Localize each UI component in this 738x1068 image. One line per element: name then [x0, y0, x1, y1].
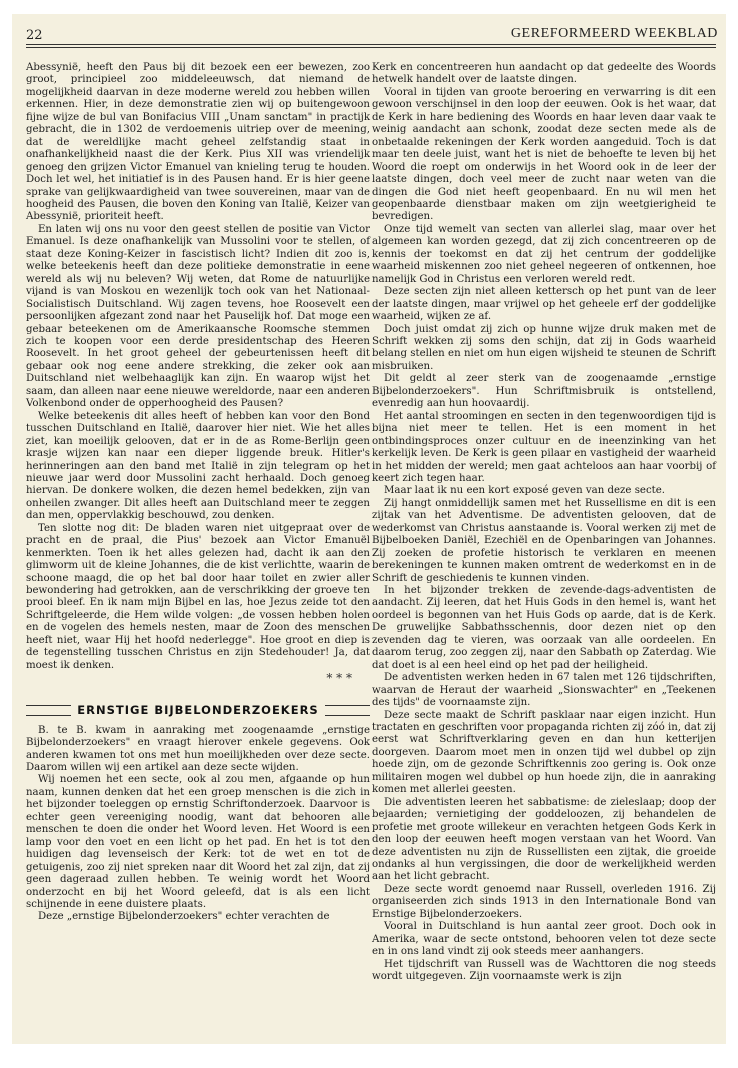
- paragraph: Ten slotte nog dit: De bladen waren niet uitgepraat over de pracht en de praal, die Pius' bezoek aan Victor Emanuël kenmerkten. Toen ik het alles gelezen had, dacht ik aan den glimworm uit de kleine Johannes, die de kist verlichtte, waarin de schoone maagd, die op het bal door haar toilet en zwier aller bewondering had getrokken, aan de verschrikking der groeve ten prooi bleef. En ik nam mijn Bijbel en las, hoe Jezus zeide tot den Schriftgeleerde, die Hem wilde volgen: „de vossen hebben holen en de vogelen des hemels nesten, maar de Zoon des menschen heeft niet, waar Hij het hoofd nederlegge". Hoe groot en diep is de tegenstelling tusschen Christus en zijn Stedehouder! Ja, dat moest ik denken.: [26, 522, 370, 671]
- paragraph: Die adventisten leeren het sabbatisme: de zieleslaap; doop der bejaarden; vernietiging der goddeloozen, zij behandelen de profetie met groote willekeur en verachten hetgeen Gods Kerk in den loop der eeuwen heeft mogen verstaan van het Woord. Van deze adventisten nu zijn de Russellisten een zijtak, die groeide ondanks al hun vergissingen, die door de werkelijkheid werden aan het licht gebracht.: [372, 796, 716, 883]
- paragraph: En laten wij ons nu voor den geest stellen de positie van Victor Emanuel. Is deze onafhankelijk van Mussolini voor te stellen, of staat deze Koning-Keizer in fascistisch licht? Indien dit zoo is, welke beteekenis heeft dan deze politieke demonstratie in eene wereld als wij nu beleven? Wij weten, dat Rome de natuurlijke vijand is van Moskou en wezenlijk toch ook van het Nationaal-Socialistisch Duitschland. Wij zagen tevens, hoe Roosevelt een persoonlijken afgezant zond naar het Pauselijk hof. Dat moge een gebaar beteekenen om de Amerikaansche Roomsche stemmen zich te koopen voor een derde presidentschap des Heeren Roosevelt. In het groot geheel der gebeurtenissen heeft dit gebaar ook nog eene andere strekking, die zeker ook aan Duitschland niet welbehaaglijk kan zijn. En waarop wijst het saam, dan alleen naar eene nieuwe wereldorde, naar een anderen Volkenbond onder de opperhoogheid des Pausen?: [26, 223, 370, 410]
- running-head-title: GEREFORMEERD WEEKBLAD: [510, 26, 718, 41]
- article-title: ERNSTIGE BIJBELONDERZOEKERS: [77, 703, 319, 718]
- paragraph: Deze secte wordt genoemd naar Russell, overleden 1916. Zij organiseerden zich sinds 1913 in den Internationale Bond van Ernstige Bijbelonderzoekers.: [372, 883, 716, 920]
- paragraph: Het aantal stroomingen en secten in den tegenwoordigen tijd is bijna niet meer te tellen. Het is een moment in het ontbindingsproces onzer cultuur en de ineenzinking van het kerkelijk leven. De Kerk is geen pilaar en vastigheid der waarheid in het midden der wereld; men gaat achteloos aan haar voorbij of keert zich tegen haar.: [372, 410, 716, 484]
- header-rule-top: [26, 44, 716, 45]
- page-number: 22: [26, 28, 43, 43]
- paragraph: B. te B. kwam in aanraking met zoogenaamde „ernstige Bijbelonderzoekers" en vraagt hierover enkele gegevens. Ook anderen kwamen tot ons met hun moeilijkheden over deze secte. Daarom willen wij een artikel aan deze secte wijden.: [26, 724, 370, 774]
- paragraph: Dit geldt al zeer sterk van de zoogenaamde „ernstige Bijbelonderzoekers". Hun Schriftmisbruik is ontstellend, evenredig aan hun hoovaardij.: [372, 373, 716, 410]
- paragraph: Het tijdschrift van Russell was de Wachttoren die nog steeds wordt uitgegeven. Zijn voornaamste werk is zijn: [372, 958, 716, 983]
- paragraph: Deze „ernstige Bijbelonderzoekers" echter verachten de: [38, 911, 330, 923]
- paragraph: Kerk en concentreeren hun aandacht op dat gedeelte des Woords hetwelk handelt over de laatste dingen.: [372, 62, 716, 86]
- paragraph: In het bijzonder trekken de zevende-dags-adventisten de aandacht. Zij leeren, dat het Huis Gods in den hemel is, want het oordeel is begonnen van het Huis Gods op aarde, dat is de Kerk. De gruwelijke Sabbathsschennis, door dezen niet op den zevenden dag te vieren, was oorzaak van alle oordeelen. En daarom terug, zoo zeggen zij, naar den Sabbath op Zaterdag. Wie dat doet is al een heel eind op het pad der heiligheid.: [372, 585, 716, 671]
- left-column: [26, 62, 370, 924]
- right-column: [372, 62, 716, 984]
- paragraph: Zij hangt onmiddellijk samen met het Russellisme en dit is een zijtak van het Adventisme. De adventisten gelooven, dat de wederkomst van Christus aanstaande is. Vooral werken zij met de Bijbelboeken Daniël, Ezechiël en de Openbaringen van Johannes. Zij zoeken de profetie historisch te verklaren en meenen berekeningen te kunnen maken omtrent de wederkomst en in de Schrift de geschiedenis te kunnen vinden.: [372, 497, 716, 584]
- title-rule-left: [26, 705, 71, 716]
- paragraph: De adventisten werken heden in 67 talen met 126 tijdschriften, waarvan de Heraut der waarheid „Sionswachter" en „Teekenen des tijds" de voornaamste zijn.: [372, 672, 716, 709]
- paragraph: Vooral in Duitschland is hun aantal zeer groot. Doch ook in Amerika, waar de secte ontstond, behooren velen tot deze secte en in ons land vindt zij ook steeds meer aanhangers.: [372, 921, 716, 958]
- paragraph: Onze tijd wemelt van secten van allerlei slag, maar over het algemeen kan worden gezegd, dat zij zich concentreeren op de kennis der toekomst en dat zij het centrum der goddelijke waarheid miskennen zoo niet geheel negeeren of ontkennen, hoe namelijk God in Christus een verloren wereld redt.: [372, 223, 716, 285]
- header-rule-bottom: [26, 47, 716, 48]
- paragraph: Deze secten zijn niet alleen kettersch op het punt van de leer der laatste dingen, maar vrijwel op het geheele erf der goddelijke waarheid, wijken ze af.: [372, 286, 716, 323]
- paragraph: Vooral in tijden van groote beroering en verwarring is dit een gewoon verschijnsel in den loop der eeuwen. Ook is het waar, dat de Kerk in hare bediening des Woords en haar leven daar vaak te weinig aandacht aan schonk, zoodat deze secten mede als de onbetaalde rekeningen der Kerk worden aangeduid. Toch is dat maar ten deele juist, want het is niet de behoefte te leven bij het Woord die roept om onderwijs in het Woord ook in de leer der laatste dingen, doch veel meer de zucht naar weten van die dingen die God niet heeft geopenbaard. En nu wil men het geopenbaarde dienstbaar maken om zijn weetgierigheid te bevredigen.: [372, 86, 716, 223]
- paragraph: Maar laat ik nu een kort exposé geven van deze secte.: [384, 485, 666, 497]
- article-title-bar: [26, 704, 370, 716]
- paragraph: Doch juist omdat zij zich op hunne wijze druk maken met de Schrift wekken zij soms den schijn, dat zij in Gods waarheid belang stellen en niet om hun eigen wijsheid te steunen de Schrift misbruiken.: [372, 323, 716, 372]
- title-rule-right: [325, 705, 370, 716]
- paragraph: Wij noemen het een secte, ook al zou men, afgaande op hun naam, kunnen denken dat het een groep menschen is die zich in het bijzonder toeleggen op ernstig Schriftonderzoek. Daarvoor is echter geen vereeniging noodig, want dat behooren alle menschen te doen die onder het Woord leven. Het Woord is een lamp voor den voet en een licht op het pad. En het is tot den huidigen dag levenseisch der Kerk: tot de wet en tot de getuigenis, zoo zij niet spreken naar dit Woord het zal zijn, dat zij geen dageraad zullen hebben. Te weinig wordt het Woord onderzocht en bij het Woord geleefd, dat is als een licht schijnende in eene duistere plaats.: [26, 774, 370, 910]
- page-bottom-margin: [0, 1044, 738, 1068]
- paragraph: Abessynië, heeft den Paus bij dit bezoek een eer bewezen, zoo groot, principieel zoo middeleeuwsch, dat niemand de mogelijkheid daarvan in deze moderne wereld zou hebben willen erkennen. Hier, in deze demonstratie zien wij op buitengewoon fijne wijze de bul van Bonifacius VIII „Unam sanctam" in practijk gebracht, die in 1302 de verdoemenis uitriep over de meening, dat de wereldlijke macht geheel zelfstandig staat in onafhankelijkheid naast die der Kerk. Pius XII was vriendelijk genoeg den grijzen Victor Emanuel van knieling terug te houden. Doch let wel, het initiatief is in des Pausen hand. Er is hier geene sprake van gelijkwaardigheid van twee souvereinen, maar van de hoogheid des Pausen, die boven den Koning van Italië, Keizer van Abessynië, prioriteit heeft.: [26, 62, 370, 223]
- article-ernstige-bijbelonderzoekers: [26, 704, 370, 924]
- paragraph: Welke beteekenis dit alles heeft of hebben kan voor den Bond tusschen Duitschland en Italië, daarover hier niet. Wie het alles ziet, kan moeilijk gelooven, dat er in de as Rome-Berlijn geen krasje wijzen kan naar een dieper liggende breuk. Hitler's herinneringen aan den band met Italië in zijn telegram op het nieuwe jaar werd door Mussolini zacht herhaald. Doch genoeg hiervan. De donkere wolken, die dezen hemel bedekken, zijn van onheilen zwanger. Dit alles heeft aan Duitschland meer te zeggen dan men, oppervlakkig beschouwd, zou denken.: [26, 410, 370, 522]
- separator-stars: * * *: [326, 671, 352, 686]
- paragraph: Deze secte maakt de Schrift pasklaar naar eigen inzicht. Hun tractaten en geschriften voor propaganda richten zij zóó in, dat zij eerst wat Schriftverklaring geven en dan hun ketterijen doorgeven. Daarom moet men in onzen tijd wel dubbel op zijn hoede zijn, om de gezonde Schriftkennis zoo gering is. Ook onze militairen mogen wel dubbel op hun hoede zijn, die in aanraking komen met allerlei geesten.: [372, 709, 716, 796]
